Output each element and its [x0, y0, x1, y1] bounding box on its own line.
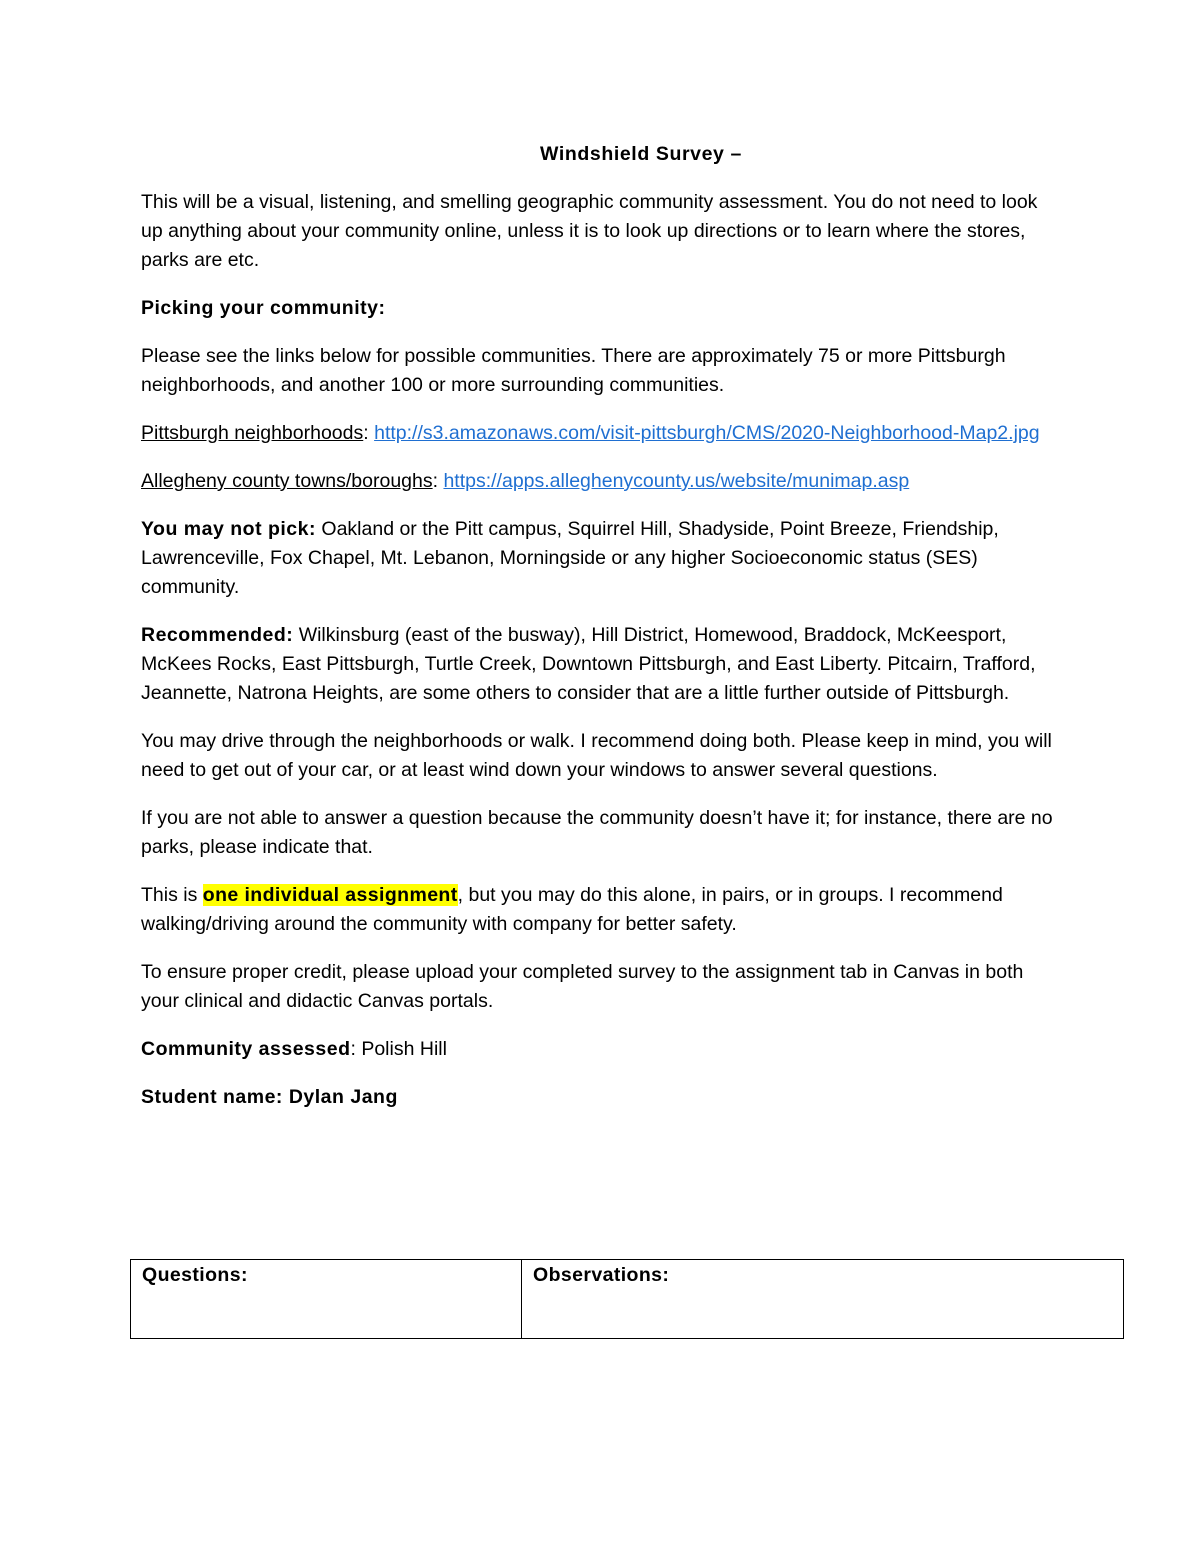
student-line: [141, 1083, 1061, 1112]
assignment-highlight: one individual assignment: [202, 884, 458, 906]
survey-table: [130, 1259, 1124, 1339]
picking-heading: [141, 294, 1061, 323]
pittsburgh-link-line: [141, 419, 1061, 448]
credit-paragraph: To ensure proper credit, please upload your completed survey to the assignment tab in Canvas in both your clinical and didactic Canvas portals.: [141, 961, 1024, 1012]
community-label: Community assessed: [141, 1038, 351, 1060]
document-body: [141, 140, 1061, 1131]
allegheny-county-link[interactable]: https://apps.alleghenycounty.us/website/munimap.asp: [443, 470, 910, 492]
allegheny-link-line: [141, 467, 1061, 496]
intro-paragraph: This will be a visual, listening, and smelling geographic community assessment. You do not need to look up anything about your community online, unless it is to look up directions or to learn where the stores, parks are etc.: [141, 191, 1038, 271]
picking-heading-text: Picking your community:: [141, 297, 386, 319]
picking-paragraph: Please see the links below for possible communities. There are approximately 75 or more Pittsburgh neighborhoods, and another 100 or more surrounding communities.: [141, 345, 1006, 396]
student-name: Student name: Dylan Jang: [141, 1086, 398, 1108]
observations-header: Observations:: [522, 1260, 1124, 1339]
assignment-paragraph: [141, 881, 1061, 939]
allegheny-link-label: Allegheny county towns/boroughs: [141, 470, 433, 492]
community-value: : Polish Hill: [350, 1038, 447, 1060]
pittsburgh-neighborhoods-link[interactable]: http://s3.amazonaws.com/visit-pittsburgh/CMS/2020-Neighborhood-Map2.jpg: [374, 422, 1040, 444]
questions-header: Questions:: [131, 1260, 522, 1339]
document-title: Windshield Survey –: [540, 143, 742, 165]
assignment-prefix: This is: [141, 884, 203, 906]
table-row: [131, 1260, 1124, 1339]
assignment-suffix: , but you may do this alone, in pairs, or in groups. I recommend walking/driving around the community with company for better safety.: [141, 884, 1003, 935]
not-pick-paragraph: [141, 515, 1061, 602]
community-line: [141, 1035, 1061, 1064]
allegheny-link-sep: :: [432, 470, 444, 492]
recommended-text: Wilkinsburg (east of the busway), Hill District, Homewood, Braddock, McKeesport, McKees Rocks, East Pittsburgh, Turtle Creek, Downtown Pittsburgh, and East Liberty. Pitcairn, Trafford, Jeannette, Natrona Heights, are some others to consider that are a little further outside of Pittsburgh.: [141, 624, 1036, 704]
unable-paragraph: If you are not able to answer a question because the community doesn’t have it; for instance, there are no parks, please indicate that.: [141, 807, 1053, 858]
not-pick-text: Oakland or the Pitt campus, Squirrel Hill, Shadyside, Point Breeze, Friendship, Lawrenceville, Fox Chapel, Mt. Lebanon, Morningside or any higher Socioeconomic status (SES) community.: [141, 518, 999, 598]
pittsburgh-link-label: Pittsburgh neighborhoods: [141, 422, 364, 444]
recommended-label: Recommended:: [141, 624, 294, 646]
drive-paragraph: You may drive through the neighborhoods or walk. I recommend doing both. Please keep in mind, you will need to get out of your car, or at least wind down your windows to answer several questions.: [141, 730, 1052, 781]
not-pick-label: You may not pick:: [141, 518, 316, 540]
recommended-paragraph: [141, 621, 1061, 708]
pittsburgh-link-sep: :: [363, 422, 375, 444]
